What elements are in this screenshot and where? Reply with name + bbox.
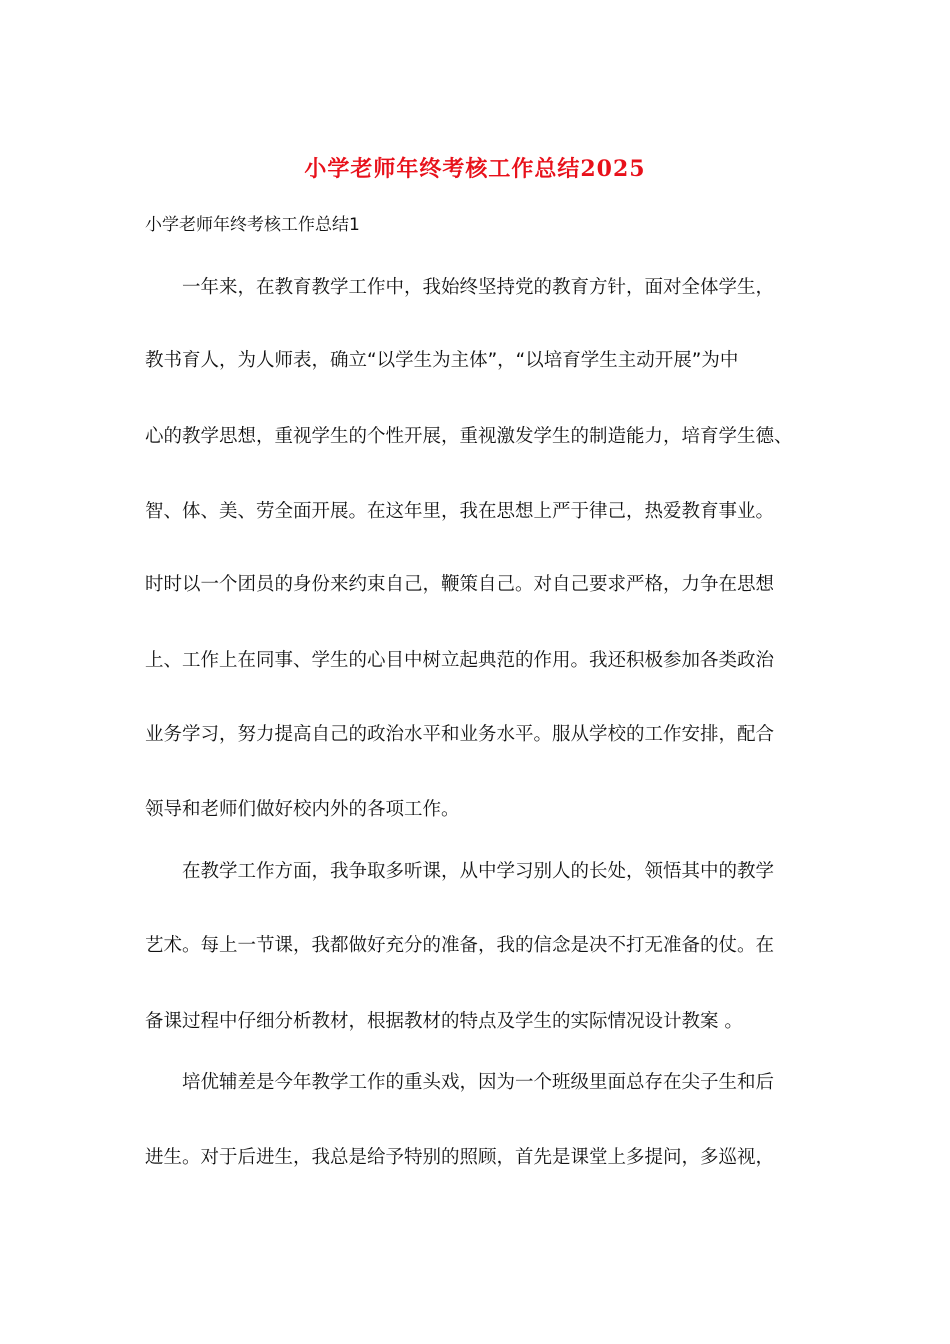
paragraph-line: 在教学工作方面，我争取多听课，从中学习别人的长处，领悟其中的教学 [182,861,775,882]
section-heading: 小学老师年终考核工作总结1 [145,215,360,235]
paragraph-line: 艺术。每上一节课，我都做好充分的准备，我的信念是决不打无准备的仗。在 [145,935,775,956]
paragraph-line: 培优辅差是今年教学工作的重头戏，因为一个班级里面总存在尖子生和后 [182,1072,775,1093]
paragraph-line: 上、工作上在同事、学生的心目中树立起典范的作用。我还积极参加各类政治 [145,650,775,671]
paragraph-line: 时时以一个团员的身份来约束自己，鞭策自己。对自己要求严格，力争在思想 [145,574,775,595]
paragraph-line: 进生。对于后进生，我总是给予特别的照顾，首先是课堂上多提问，多巡视， [145,1147,775,1168]
paragraph-line: 领导和老师们做好校内外的各项工作。 [145,799,460,820]
paragraph-line: 业务学习，努力提高自己的政治水平和业务水平。服从学校的工作安排，配合 [145,724,775,745]
paragraph-line: 备课过程中仔细分析教材，根据教材的特点及学生的实际情况设计教案 。 [145,1011,743,1032]
document-title: 小学老师年终考核工作总结2025 [304,156,646,182]
paragraph-line: 一年来，在教育教学工作中，我始终坚持党的教育方针，面对全体学生， [182,277,775,298]
paragraph-line: 教书育人，为人师表，确立“以学生为主体”，“以培育学生主动开展”为中 [145,350,739,371]
paragraph-line: 心的教学思想，重视学生的个性开展，重视激发学生的制造能力，培育学生德、 [145,426,793,447]
paragraph-line: 智、体、美、劳全面开展。在这年里，我在思想上严于律己，热爱教育事业。 [145,501,775,522]
